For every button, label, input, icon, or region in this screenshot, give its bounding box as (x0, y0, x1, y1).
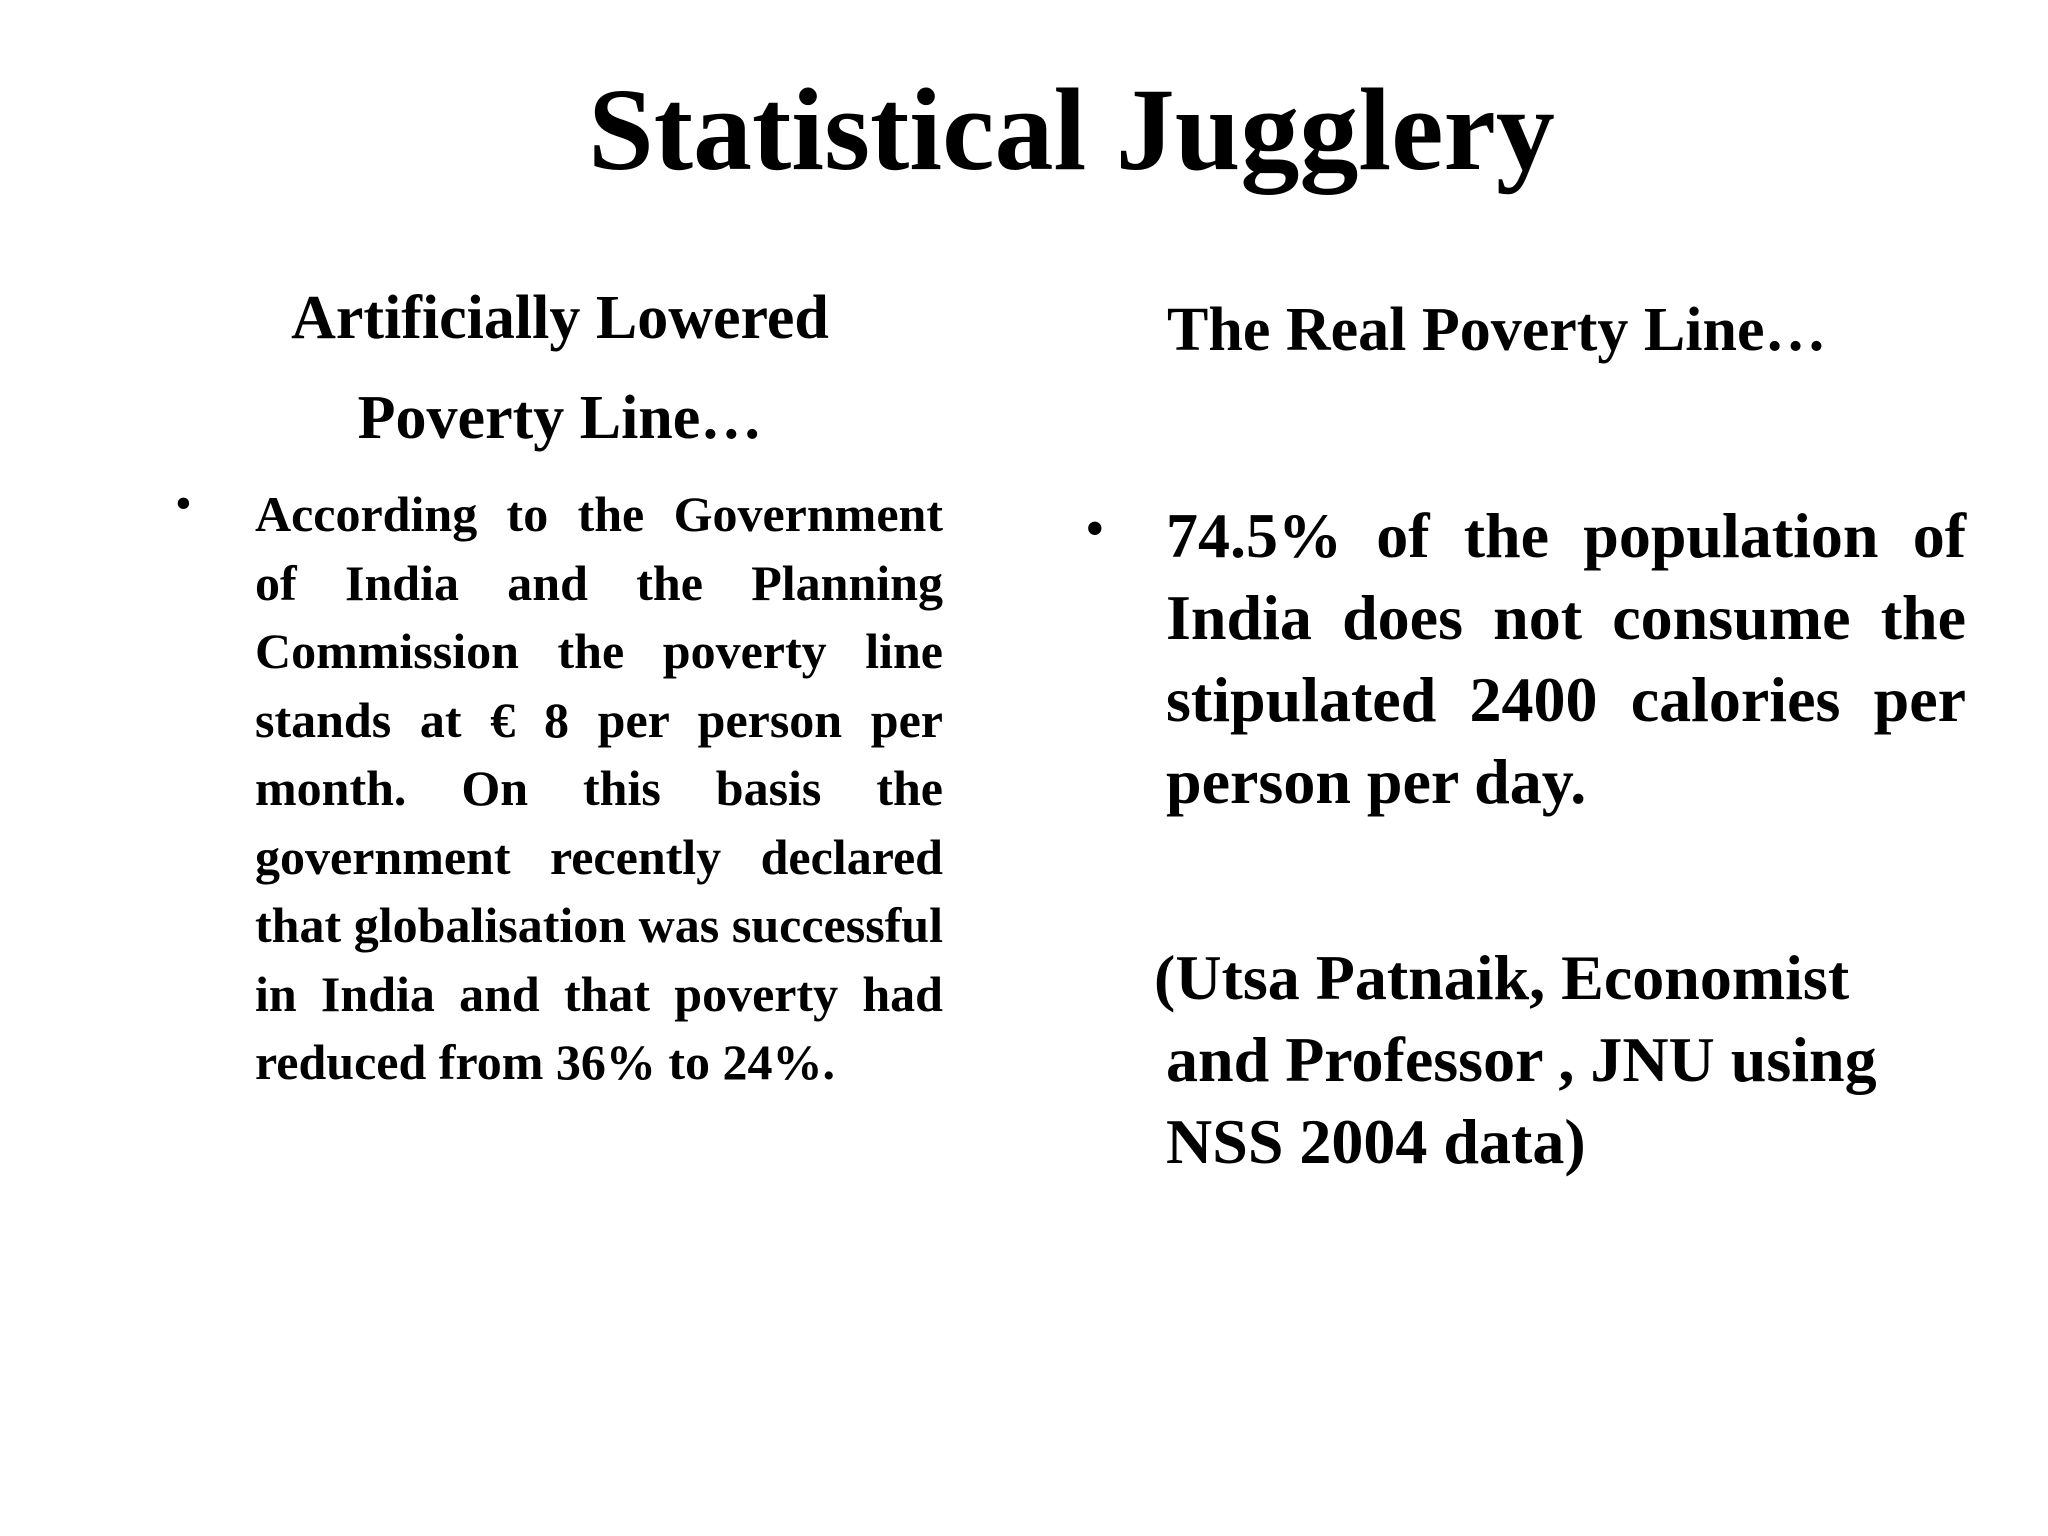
left-bullet-text: According to the Government of India and the Planning Commission the poverty line stands at € 8 per person per month. On this basis the government recently declared that globalisation was successful in India and that poverty had reduced from 36% to 24%. (255, 486, 943, 1090)
left-column-heading (160, 268, 960, 468)
right-bullet-text: 74.5% of the population of India does not consume the stipulated 2400 calories per person per day. (1166, 500, 1966, 817)
right-column-heading: The Real Poverty Line… (1167, 296, 1827, 364)
citation-line-1: (Utsa Patnaik, Economist (1154, 942, 1850, 1013)
citation-line-3: NSS 2004 data) (1166, 1106, 1586, 1177)
citation (1154, 937, 1974, 1183)
citation-line-2: and Professor , JNU using (1166, 1024, 1877, 1095)
bullet-icon: • (1085, 498, 1105, 560)
slide-title: Statistical Jugglery (588, 64, 1555, 195)
bullet-icon: • (175, 477, 192, 530)
left-heading-line-1: Artificially Lowered (291, 284, 829, 352)
left-heading-line-2: Poverty Line… (357, 384, 763, 452)
